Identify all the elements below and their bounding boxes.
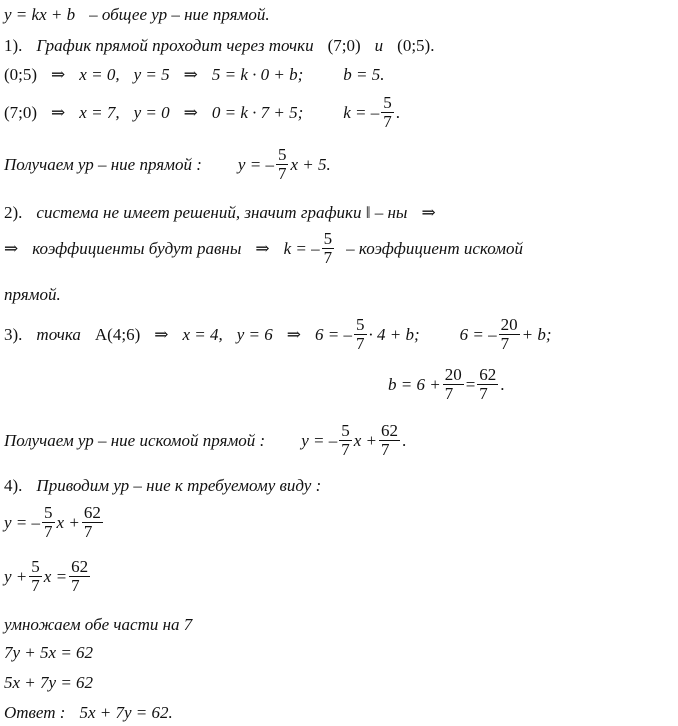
text: Получаем ур – ние прямой :: [4, 154, 202, 174]
formula: y +: [4, 566, 28, 586]
numerator: 62: [71, 557, 89, 576]
numerator: 20: [444, 365, 462, 384]
line-step-4: [4, 475, 321, 496]
text: точка: [36, 324, 81, 344]
line-general-equation: [4, 4, 270, 25]
line-equation-4: [4, 672, 93, 693]
numerator: 5: [356, 315, 365, 334]
line-step-3: [4, 316, 552, 356]
denominator: 7: [83, 522, 93, 541]
line-equation-2: [4, 558, 92, 598]
point: (0;5).: [397, 36, 435, 56]
line-step-2: [4, 202, 436, 223]
fraction: [379, 422, 400, 459]
step-number: 1).: [4, 36, 23, 56]
implies-symbol: ⇒: [286, 324, 302, 344]
formula: x = 0,: [79, 65, 120, 85]
formula: y = –: [4, 512, 41, 532]
numerator: 62: [479, 365, 497, 384]
formula: · 4 + b;: [368, 324, 420, 344]
answer-label: Ответ :: [4, 703, 66, 723]
formula: x = 7,: [79, 102, 120, 122]
formula: x +: [56, 512, 80, 532]
fraction: [322, 230, 335, 267]
text: .: [402, 430, 407, 450]
implies-symbol: ⇒: [255, 238, 270, 258]
text: умножаем обе части на 7: [4, 615, 193, 635]
formula: y = –: [301, 430, 338, 450]
formula: 6 = –: [315, 324, 353, 344]
line-result-3: [4, 422, 406, 462]
answer-formula: 5x + 7y = 62.: [79, 703, 173, 723]
fraction: [381, 94, 394, 131]
implies-symbol: ⇒: [421, 203, 436, 223]
step-number: 3).: [4, 324, 23, 344]
line-continuation: [4, 284, 61, 305]
formula: y = 6: [236, 324, 273, 344]
implies-symbol: ⇒: [51, 102, 66, 122]
denominator: 7: [341, 440, 350, 459]
point: (7;0): [4, 102, 38, 122]
formula: x +: [353, 430, 378, 450]
denominator: 7: [383, 112, 392, 131]
point: A(4;6): [94, 324, 141, 344]
implies-symbol: ⇒: [4, 238, 19, 258]
text: и: [374, 36, 384, 56]
formula: y = kx + b: [4, 5, 76, 25]
text: – коэффициент искомой: [346, 238, 523, 258]
formula: y = 0: [133, 102, 170, 122]
text: коэффициенты будут равны: [32, 238, 242, 258]
denominator: 7: [44, 522, 53, 541]
denominator: 7: [479, 384, 488, 403]
formula: x + 5.: [290, 154, 331, 174]
numerator: 62: [83, 503, 101, 522]
fraction: [443, 366, 464, 403]
denominator: 7: [500, 334, 510, 353]
numerator: 5: [277, 145, 287, 164]
point: (0;5): [4, 65, 38, 85]
fraction: [499, 316, 520, 353]
numerator: 5: [44, 503, 53, 522]
implies-symbol: ⇒: [51, 65, 66, 85]
text: График прямой проходит через точки: [36, 36, 314, 56]
formula: y = 5: [133, 65, 170, 85]
numerator: 5: [31, 557, 40, 576]
formula: y = –: [237, 154, 274, 174]
line-point-0-5: [4, 64, 385, 85]
formula: b = 5.: [343, 65, 385, 85]
numerator: 20: [500, 315, 518, 334]
line-result-1: [4, 146, 331, 186]
text: .: [395, 102, 401, 122]
formula: x = 4,: [182, 324, 223, 344]
text: Получаем ур – ние искомой прямой :: [4, 430, 266, 450]
line-point-7-0: [4, 94, 400, 134]
denominator: 7: [31, 576, 40, 595]
fraction: [276, 146, 289, 183]
text: система не имеет решений, значит графики ǁ – ны: [36, 203, 408, 223]
fraction: [477, 366, 498, 403]
denominator: 7: [71, 576, 80, 595]
numerator: 5: [323, 229, 333, 248]
line-b-value: [388, 366, 505, 406]
formula: 5 = k · 0 + b;: [211, 65, 304, 85]
formula: 7y + 5x = 62: [4, 643, 94, 663]
denominator: 7: [381, 440, 390, 459]
line-equation-1: [4, 504, 105, 544]
step-number: 2).: [4, 203, 23, 223]
implies-symbol: ⇒: [154, 324, 169, 344]
formula: b = 6 +: [388, 374, 441, 394]
denominator: 7: [323, 248, 333, 267]
fraction: [42, 504, 55, 541]
line-equation-3: [4, 642, 93, 663]
point: (7;0): [327, 36, 361, 56]
fraction: [82, 504, 103, 541]
implies-symbol: ⇒: [183, 102, 198, 122]
formula: k = –: [283, 238, 320, 258]
line-multiply: [4, 614, 192, 635]
denominator: 7: [277, 164, 287, 183]
line-answer: [4, 702, 173, 723]
formula: k = –: [343, 102, 380, 122]
text: .: [500, 374, 505, 394]
step-number: 4).: [4, 476, 23, 496]
formula: 0 = k · 7 + 5;: [211, 102, 304, 122]
line-coefficients: [4, 230, 523, 270]
fraction: [354, 316, 367, 353]
numerator: 5: [341, 421, 350, 440]
formula: x =: [43, 566, 68, 586]
text: Приводим ур – ние к требуемому виду :: [36, 476, 322, 496]
fraction: [69, 558, 90, 595]
text: прямой.: [4, 285, 61, 305]
formula: =: [465, 374, 476, 394]
denominator: 7: [356, 334, 365, 353]
formula: + b;: [521, 324, 552, 344]
formula: 5x + 7y = 62: [4, 673, 94, 693]
denominator: 7: [444, 384, 454, 403]
numerator: 62: [381, 421, 399, 440]
text: – общее ур – ние прямой.: [89, 5, 270, 25]
implies-symbol: ⇒: [183, 65, 198, 85]
fraction: [29, 558, 42, 595]
fraction: [339, 422, 352, 459]
formula: 6 = –: [459, 324, 497, 344]
line-step-1: [4, 35, 434, 56]
numerator: 5: [383, 93, 392, 112]
